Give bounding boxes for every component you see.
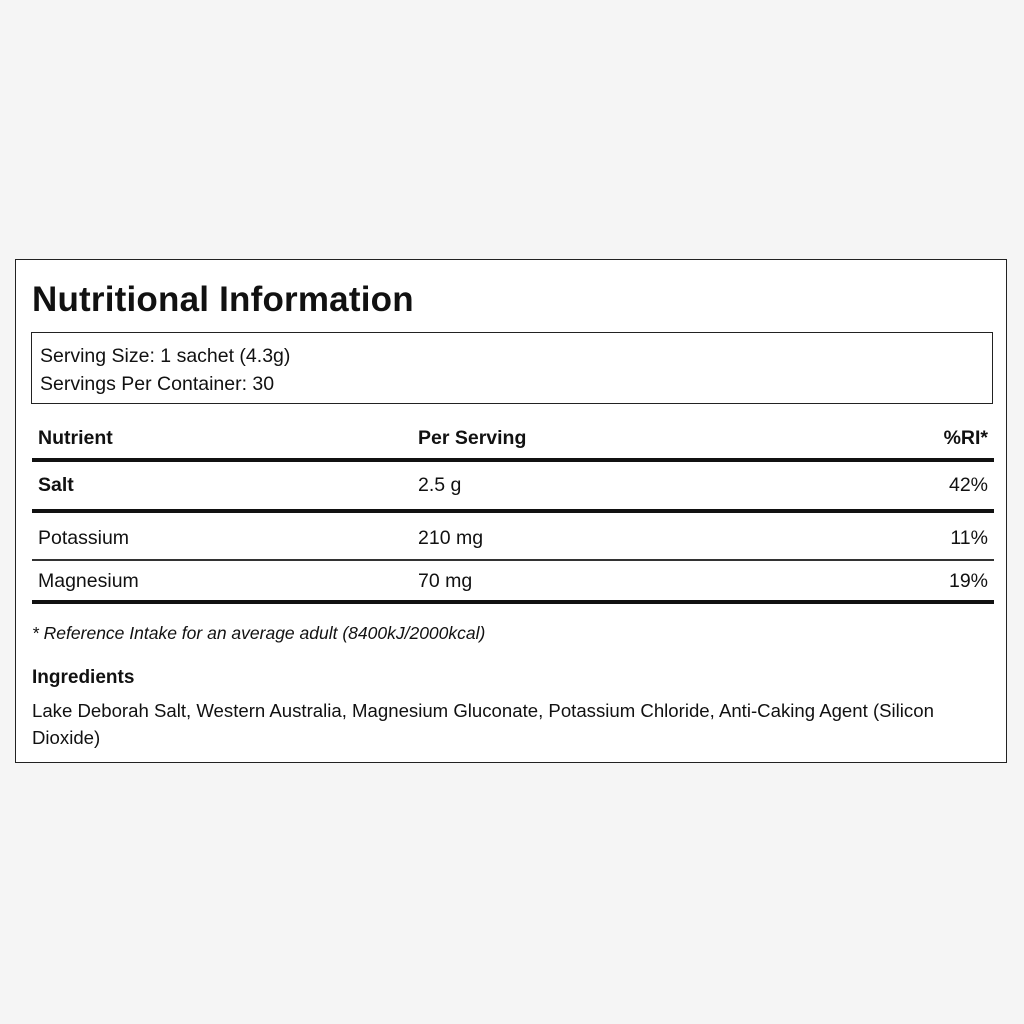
nutrient-name: Potassium — [38, 527, 130, 549]
nutrient-name: Salt — [38, 474, 74, 496]
per-serving-value: 2.5 g — [418, 474, 462, 496]
page-title: Nutritional Information — [32, 280, 414, 319]
ri-footnote: * Reference Intake for an average adult (8400kJ/2000kcal) — [32, 623, 486, 643]
header-nutrient: Nutrient — [38, 427, 113, 449]
per-serving-value: 70 mg — [418, 569, 473, 592]
nutrition-panel — [15, 259, 1007, 763]
table-row — [32, 561, 994, 600]
serving-size: Serving Size: 1 sachet (4.3g) — [40, 345, 291, 367]
nutrition-table — [32, 418, 994, 604]
table-row — [32, 462, 994, 509]
servings-per-container: Servings Per Container: 30 — [40, 373, 275, 395]
ri-value: 11% — [950, 527, 988, 549]
table-row — [32, 513, 994, 559]
ingredients-heading: Ingredients — [32, 667, 135, 688]
serving-info-box — [31, 332, 993, 404]
divider — [32, 600, 994, 604]
ri-value: 42% — [948, 474, 988, 496]
per-serving-value: 210 mg — [418, 527, 484, 549]
ingredients-text: Lake Deborah Salt, Western Australia, Magnesium Gluconate, Potassium Chloride, Anti-Caking Agent (Silicon Dioxide) — [32, 700, 934, 748]
ri-value: 19% — [948, 569, 988, 592]
table-header-row — [32, 418, 994, 458]
header-ri: %RI* — [943, 427, 988, 449]
header-per-serving: Per Serving — [418, 427, 527, 449]
nutrient-name: Magnesium — [38, 569, 139, 592]
